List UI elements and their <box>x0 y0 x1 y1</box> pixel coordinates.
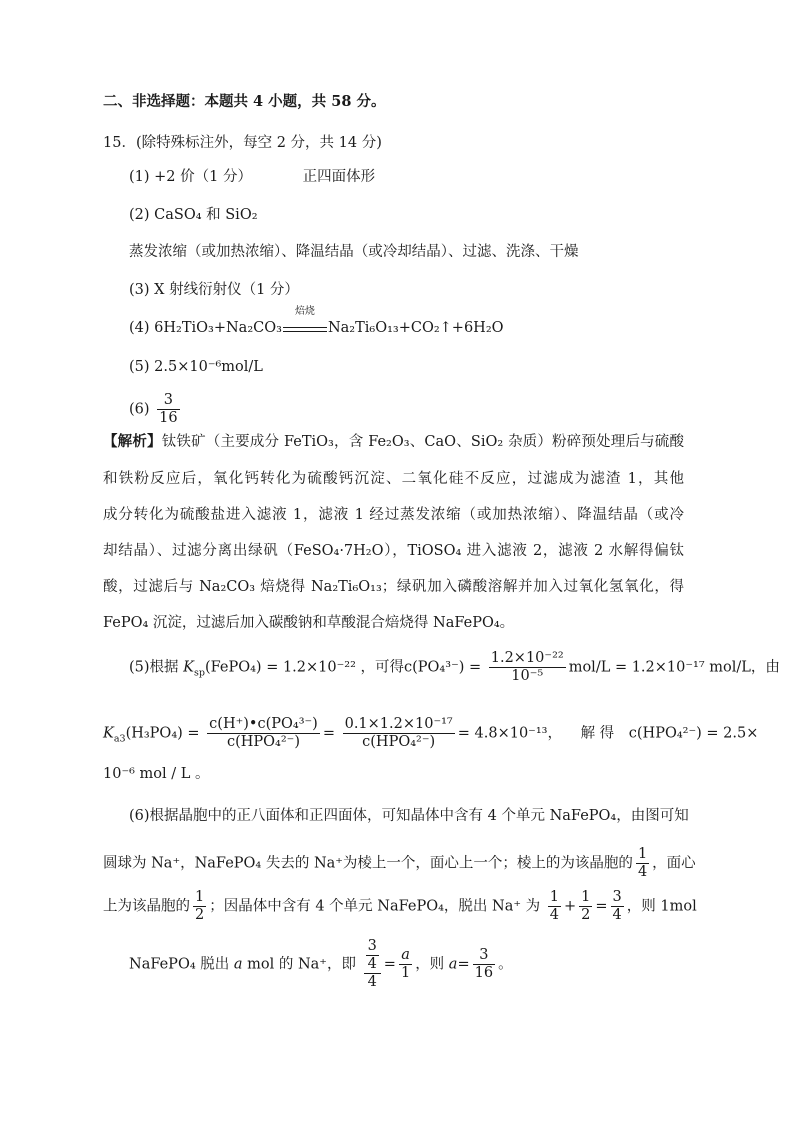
compound-fraction: $\frac{\frac{3}{4}}{4}$ <box>364 938 381 991</box>
fraction-1-2: $\frac{1}{2}$ <box>581 889 591 923</box>
fraction-ka-values: $\frac{\text{0.1×1.2×10⁻¹⁷}}{\text{c(HPO₄²⁻)}}$ <box>344 716 453 750</box>
part5-line-3: 10⁻⁶ mol / L 。 <box>103 766 210 782</box>
analysis-line-5: 酸，过滤后与 Na₂CO₃ 焙烧得 Na₂Ti₆O₁₃；绿矾加入磷酸溶解并加入过氧化氢氧化，得 <box>103 579 684 595</box>
answer-6: (6) $\frac{3}{16}$ <box>129 392 178 426</box>
analysis-line-1: 【解析】钛铁矿（主要成分 FeTiO₃，含 Fe₂O₃、CaO、SiO₂ 杂质）粉碎预处理后与硫酸 <box>103 433 684 450</box>
fraction-ka-expression: $\frac{\text{c(H⁺)•c(PO₄³⁻)}}{\text{c(HPO₄²⁻)}}$ <box>209 716 318 750</box>
answer-1: (1) +2 价（1 分） 正四面体形 <box>129 169 376 185</box>
answer-5: (5) 2.5×10⁻⁶mol/L <box>129 359 263 375</box>
section-heading: 二、非选择题：本题共 4 小题，共 58 分。 <box>103 93 386 110</box>
answer-3: (3) X 射线衍射仪（1 分） <box>129 282 299 298</box>
fraction-result-3-16: $\frac{3}{16}$ <box>474 947 494 981</box>
reaction-condition: 焙烧 <box>283 319 327 332</box>
analysis-line-2: 和铁粉反应后，氧化钙转化为硫酸钙沉淀、二氧化硅不反应，过滤成为滤渣 1，其他 <box>103 471 684 487</box>
fraction-a-over-1: $\frac{a}{1}$ <box>400 947 411 981</box>
fraction-1-4: $\frac{1}{4}$ <box>549 889 559 923</box>
fraction-one-quarter: $\frac{1}{4}$ <box>637 846 648 880</box>
part5-line-1: (5)根据 $K_{sp}(FePO_4) = 1.2\times 10^{-22}$ ，可得c(PO₄³⁻) = $\frac{\text{1.2×10⁻²²}}{\text{10⁻⁵}}$ mol/L = 1.2×10⁻¹⁷ mol/L，由 <box>129 650 780 684</box>
answer-2-line-2: 蒸发浓缩（或加热浓缩）、降温结晶（或冷却结晶）、过滤、洗涤、干燥 <box>129 244 579 260</box>
part6-line-1: (6)根据晶胞中的正八面体和正四面体，可知晶体中含有 4 个单元 NaFePO₄，由图可知 <box>129 808 689 824</box>
part6-line-2: 圆球为 Na⁺，NaFePO₄ 失去的 Na⁺为棱上一个，面心上一个；棱上的为该晶胞的 $\frac{1}{4}$ ，面心 <box>103 846 696 880</box>
part6-line-4: NaFePO₄ 脱出 a mol 的 Na⁺，即 $\frac{\frac{3}{4}}{4}$ = $\frac{a}{1}$ ，则 a= $\frac{3}{16}$ 。 <box>129 938 513 990</box>
analysis-line-6: FePO₄ 沉淀，过滤后加入碳酸钠和草酸混合焙烧得 NaFePO₄。 <box>103 615 515 631</box>
fraction-3-16: $\frac{3}{16}$ <box>159 392 178 426</box>
part5-line-2: $K_{a3}(H_3PO_4)$ = $\frac{\text{c(H⁺)•c(PO₄³⁻)}}{\text{c(HPO₄²⁻)}}$ = $\frac{\text{0.1×1.2×10⁻¹⁷}}{\text{c(HPO₄²⁻)}}$ = 4.8×10⁻¹³， 解 得 c(HPO₄²⁻) = 2.5× <box>103 716 759 750</box>
part6-line-3: 上为该晶胞的 $\frac{1}{2}$ ；因晶体中含有 4 个单元 NaFePO₄，脱出 Na⁺ 为 $\frac{1}{4}$ + $\frac{1}{2}$ = $\frac{3}{4}$ ，则 1mol <box>103 889 697 923</box>
answer-4-equation: (4) 6H₂TiO₃+Na₂CO₃ 焙烧 Na₂Ti₆O₁₃+CO₂↑+6H₂O <box>129 306 504 336</box>
fraction-one-half: $\frac{1}{2}$ <box>195 889 205 923</box>
analysis-line-3: 成分转化为硫酸盐进入滤液 1，滤液 1 经过蒸发浓缩（或加热浓缩）、降温结晶（或冷 <box>103 507 684 523</box>
analysis-line-4: 却结晶）、过滤分离出绿矾（FeSO₄·7H₂O），TiOSO₄ 进入滤液 2，滤液 2 水解得偏钛 <box>103 543 684 559</box>
answer-2: (2) CaSO₄ 和 SiO₂ <box>129 207 258 223</box>
question-15-header: 15．(除特殊标注外，每空 2 分，共 14 分) <box>103 135 382 151</box>
fraction-ksp-over-c: $\frac{\text{1.2×10⁻²²}}{\text{10⁻⁵}}$ <box>490 650 564 684</box>
fraction-3-4: $\frac{3}{4}$ <box>612 889 622 923</box>
